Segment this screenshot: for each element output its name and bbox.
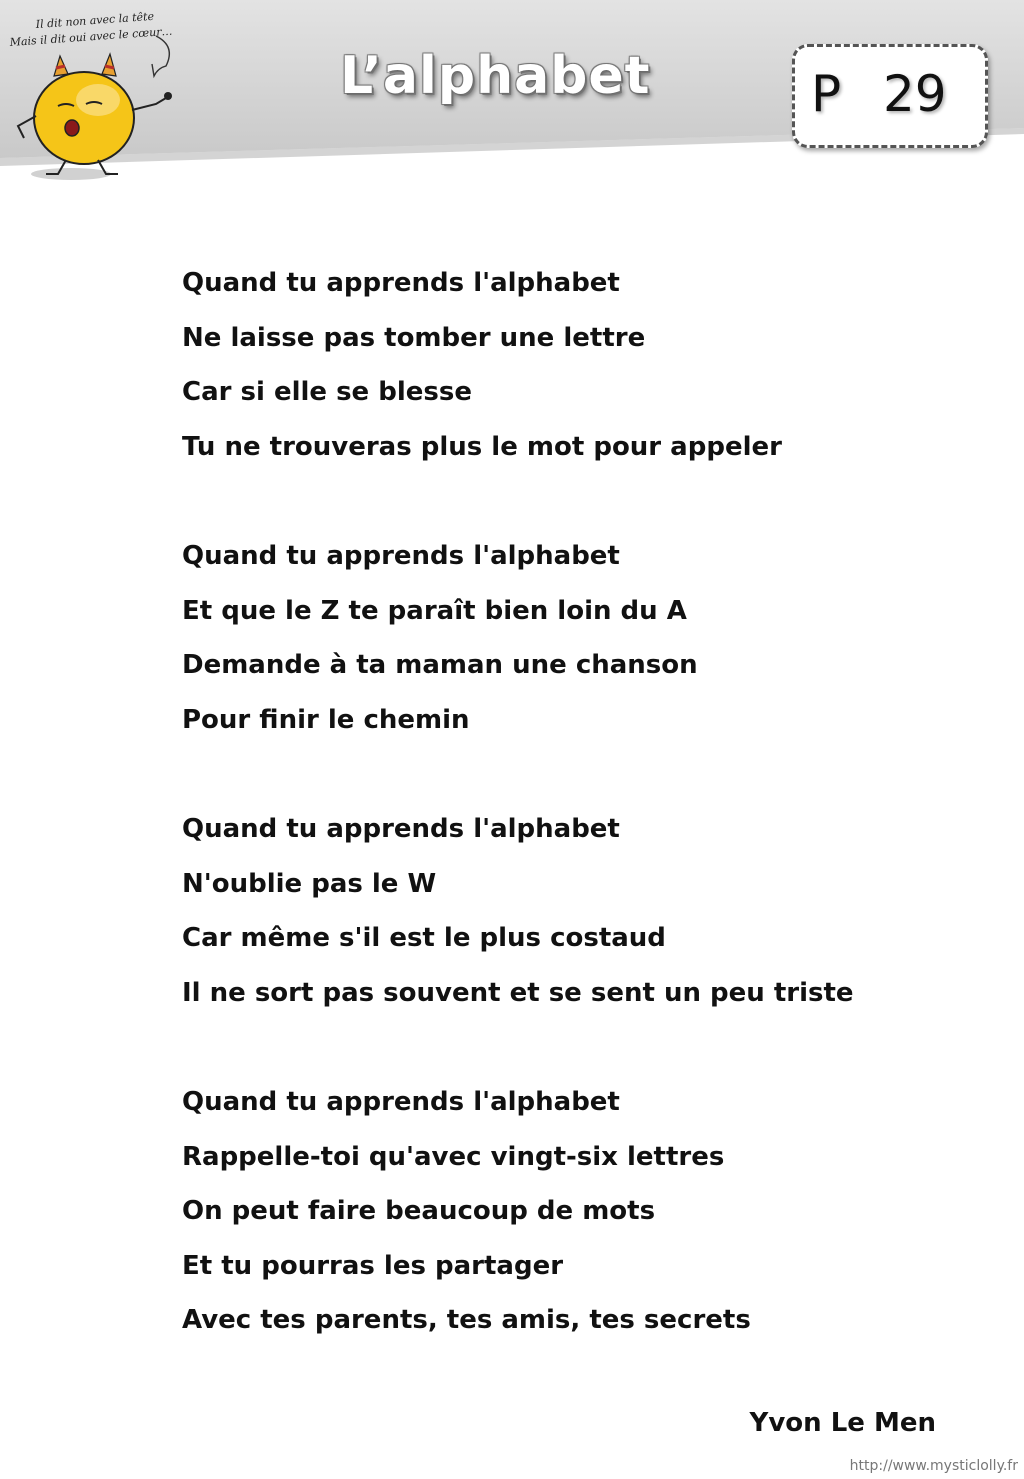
poem-line: Quand tu apprends l'alphabet — [182, 1086, 620, 1117]
poem-line: Et que le Z te paraît bien loin du A — [182, 595, 687, 626]
stanza-2 — [182, 529, 962, 747]
stanza-4 — [182, 1075, 962, 1348]
footer-url: http://www.mysticlolly.fr — [849, 1458, 1018, 1474]
poem-line: Quand tu apprends l'alphabet — [182, 268, 620, 298]
poem-line: Et tu pourras les partager — [182, 1250, 564, 1281]
page-title: L’alphabet — [340, 46, 651, 106]
poem-line: N'oublie pas le W — [182, 868, 437, 899]
page-letter: P — [811, 65, 842, 123]
poem-body — [182, 256, 962, 1402]
mascot-illustration — [6, 6, 196, 186]
page-number-box — [792, 44, 988, 148]
poem-author: Yvon Le Men — [749, 1408, 936, 1438]
poem-line: Il ne sort pas souvent et se sent un peu triste — [182, 977, 854, 1008]
poem-line: On peut faire beaucoup de mots — [182, 1196, 656, 1227]
poem-line: Quand tu apprends l'alphabet — [182, 813, 620, 844]
stanza-3 — [182, 802, 962, 1020]
poem-line: Pour finir le chemin — [182, 704, 470, 735]
page-number: 29 — [883, 65, 947, 123]
poem-line: Car même s'il est le plus costaud — [182, 923, 666, 954]
poem-line: Rappelle-toi qu'avec vingt-six lettres — [182, 1141, 725, 1172]
poem-line: Ne laisse pas tomber une lettre — [182, 322, 646, 353]
poem-line: Demande à ta maman une chanson — [182, 650, 698, 681]
poem-line: Avec tes parents, tes amis, tes secrets — [182, 1305, 751, 1336]
poem-line: Tu ne trouveras plus le mot pour appeler — [182, 431, 782, 462]
poem-line: Car si elle se blesse — [182, 377, 472, 408]
poem-line: Quand tu apprends l'alphabet — [182, 540, 620, 571]
stanza-1 — [182, 256, 962, 474]
mascot-caption-line-2: Mais il dit oui avec le cœur… — [9, 24, 173, 49]
mascot-caption-line-1: Il dit non avec la tête — [35, 9, 155, 31]
